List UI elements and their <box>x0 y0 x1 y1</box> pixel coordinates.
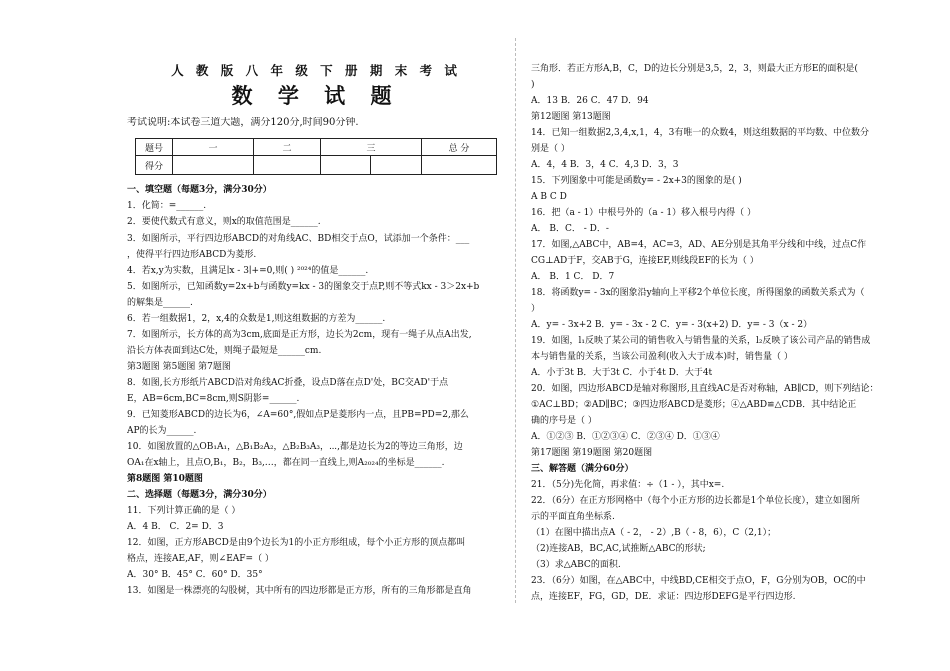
section-heading: 二、选择题（每题3分，满分30分） <box>127 490 272 500</box>
question-line: 三角形．若正方形A,B，C，D的边长分别是3,5，2，3，则最大正方形E的面积是( <box>531 64 858 74</box>
question-line: 9．已知菱形ABCD的边长为6，∠A=60°,假如点P是菱形内一点，且PB=PD=2,那么 <box>127 410 469 420</box>
score-row-label: 得分 <box>136 156 173 175</box>
score-header-cell: 三 <box>321 139 422 156</box>
question-line: 23．（6分）如图，在△ABC中，中线BD,CE相交于点O，F，G分别为OB，OC的中 <box>531 576 866 586</box>
column-divider <box>515 38 516 603</box>
question-line: AP的长为______. <box>127 426 197 436</box>
question-line: 20．如图，四边形ABCD是轴对称图形,且直线AC是否对称轴，AB∥CD，则下列结论： <box>531 384 879 394</box>
score-cell <box>173 156 254 175</box>
question-line: 4．若x,y为实数，且满足∣x - 3∣+=0,则( ) ²⁰²⁴的值是______. <box>127 266 369 276</box>
figure-caption: 第17题图 第19题图 第20题图 <box>531 448 653 458</box>
question-line: 6．若一组数据1，2，x,4的众数是1,则这组数据的方差为______. <box>127 314 386 324</box>
question-line: 15．下列图象中可能是函数y= - 2x+3的图象的是( ) <box>531 176 742 186</box>
score-cell <box>254 156 321 175</box>
question-line: 13．如图是一株漂亮的勾股树，其中所有的四边形都是正方形，所有的三角形都是直角 <box>127 586 472 596</box>
question-line: CG⊥AD于F，交AB于G，连接EF,则线段EF的长为（ ） <box>531 256 759 266</box>
question-line: 5．如图所示，已知函数y=2x+b与函数y=kx - 3的图象交于点P,则不等式kx - 3＞2x+b <box>127 282 480 292</box>
question-line: （2)连接AB，BC,AC,试推断△ABC的形状; <box>531 544 706 554</box>
answer-options: A．y= - 3x+2 B．y= - 3x - 2 C．y= - 3(x+2) D．y= - 3（x - 2） <box>531 320 813 330</box>
question-line: E，AB=6cm,BC=8cm,则S阴影=______. <box>127 394 300 404</box>
question-line: ) <box>531 80 535 90</box>
question-line: 19．如图，l₁反映了某公司的销售收入与销售量的关系，l₂反映了该公司产品的销售成 <box>531 336 871 346</box>
question-line: 点，连接EF，FG，GD，DE．求证：四边形DEFG是平行四边形. <box>531 592 796 602</box>
answer-options: A． B．C． - D．- <box>531 224 609 234</box>
answer-options: A． B．1 C． D．7 <box>531 272 615 282</box>
figure-caption: 第12题图 第13题图 <box>531 112 611 122</box>
question-line: 8．如图,长方形纸片ABCD沿对角线AC折叠，设点D落在点D'处，BC交AD'于点 <box>127 378 449 388</box>
question-line: 确的序号是（ ） <box>531 416 597 426</box>
question-line: 12．如图，正方形ABCD是由9个边长为1的小正方形组成，每个小正方形的顶点都叫 <box>127 538 466 548</box>
figure-caption: 第8题图 第10题图 <box>127 474 203 484</box>
score-cell <box>371 156 422 175</box>
question-line: 本与销售量的关系，当该公司盈利(收入大于成本)时，销售量（ ） <box>531 352 793 362</box>
answer-options: A．13 B．26 C．47 D．94 <box>531 96 649 106</box>
question-line: ①AC⊥BD；②AD∥BC；③四边形ABCD是菱形；④△ABD≌△CDB．其中结论正 <box>531 400 857 410</box>
answer-options: A．4，4 B．3，4 C．4,3 D．3，3 <box>531 160 679 170</box>
score-header-cell: 二 <box>254 139 321 156</box>
section-heading: 三、解答题（满分60分） <box>531 464 634 474</box>
question-line: （3）求△ABC的面积. <box>531 560 621 570</box>
question-line: 22．（6分）在正方形网格中（每个小正方形的边长都是1个单位长度），建立如图所 <box>531 496 860 506</box>
question-line: 17．如图,△ABC中，AB=4，AC=3，AD、AE分别是其角平分线和中线，过点C作 <box>531 240 867 250</box>
score-cell <box>422 156 497 175</box>
score-header-cell: 题号 <box>136 139 173 156</box>
question-line: OA₁在x轴上，且点O,B₁，B₂，B₃,…，都在同一直线上,则A₂₀₂₄的坐标是______. <box>127 458 445 468</box>
question-line: 格点，连接AE,AF，则∠EAF=（ ） <box>127 554 274 564</box>
score-header-cell: 一 <box>173 139 254 156</box>
question-line: 别是（ ） <box>531 144 570 154</box>
question-line: 的解集是______. <box>127 298 193 308</box>
question-line: ） <box>531 304 541 314</box>
exam-instructions: 考试说明:本试卷三道大题，满分120分,时间90分钟. <box>127 117 359 128</box>
section-heading: 一、填空题（每题3分，满分30分） <box>127 185 272 195</box>
question-line: 示的平面直角坐标系. <box>531 512 615 522</box>
question-line: 7．如图所示，长方体的高为3cm,底面是正方形，边长为2cm，现有一绳子从点A出发, <box>127 330 472 340</box>
figure-caption: 第3题图 第5题图 第7题图 <box>127 362 231 372</box>
question-line: 11．下列计算正确的是（ ） <box>127 506 241 516</box>
score-header-cell: 总 分 <box>422 139 497 156</box>
score-table <box>135 138 497 175</box>
exam-subtitle: 数 学 试 题 <box>231 83 401 108</box>
exam-title: 人 教 版 八 年 级 下 册 期 末 考 试 <box>171 63 461 78</box>
question-line: 18．将函数y= - 3x的图象沿y轴向上平移2个单位长度，所得图象的函数关系式为（ <box>531 288 865 298</box>
question-line: 16．把（a - 1）中根号外的（a - 1）移入根号内得（ ） <box>531 208 757 218</box>
answer-options: A．30° B．45° C．60° D．35° <box>127 570 263 580</box>
figure-caption: A B C D <box>531 192 567 202</box>
question-line: ，使得平行四边形ABCD为菱形. <box>127 250 257 260</box>
answer-options: A．①②③ B．①②③④ C．②③④ D．①③④ <box>531 432 720 442</box>
score-cell <box>321 156 371 175</box>
question-line: 10．如图放置的△OB₁A₁，△B₁B₂A₂，△B₂B₃A₃，⋯,都是边长为2的等边三角形，边 <box>127 442 463 452</box>
question-line: 21．（5分)先化简，再求值：÷（1 - ），其中x=. <box>531 480 725 490</box>
question-line: 沿长方体表面到达C处，则绳子最短是______cm. <box>127 346 322 356</box>
question-line: （1）在图中描出点A（ - 2， - 2）,B（ - 8，6），C（2,1）； <box>531 528 777 538</box>
question-line: 1．化简：=______. <box>127 201 207 211</box>
question-line: 3．如图所示，平行四边形ABCD的对角线AC、BD相交于点O，试添加一个条件：___ <box>127 234 470 244</box>
answer-options: A．4 B． C．2= D．3 <box>127 522 224 532</box>
question-line: 2．要使代数式有意义，则x的取值范围是______. <box>127 217 321 227</box>
question-line: 14．已知一组数据2,3,4,x,1，4，3有唯一的众数4，则这组数据的平均数、中位数分 <box>531 128 870 138</box>
answer-options: A．小于3t B．大于3t C．小于4t D．大于4t <box>531 368 713 378</box>
